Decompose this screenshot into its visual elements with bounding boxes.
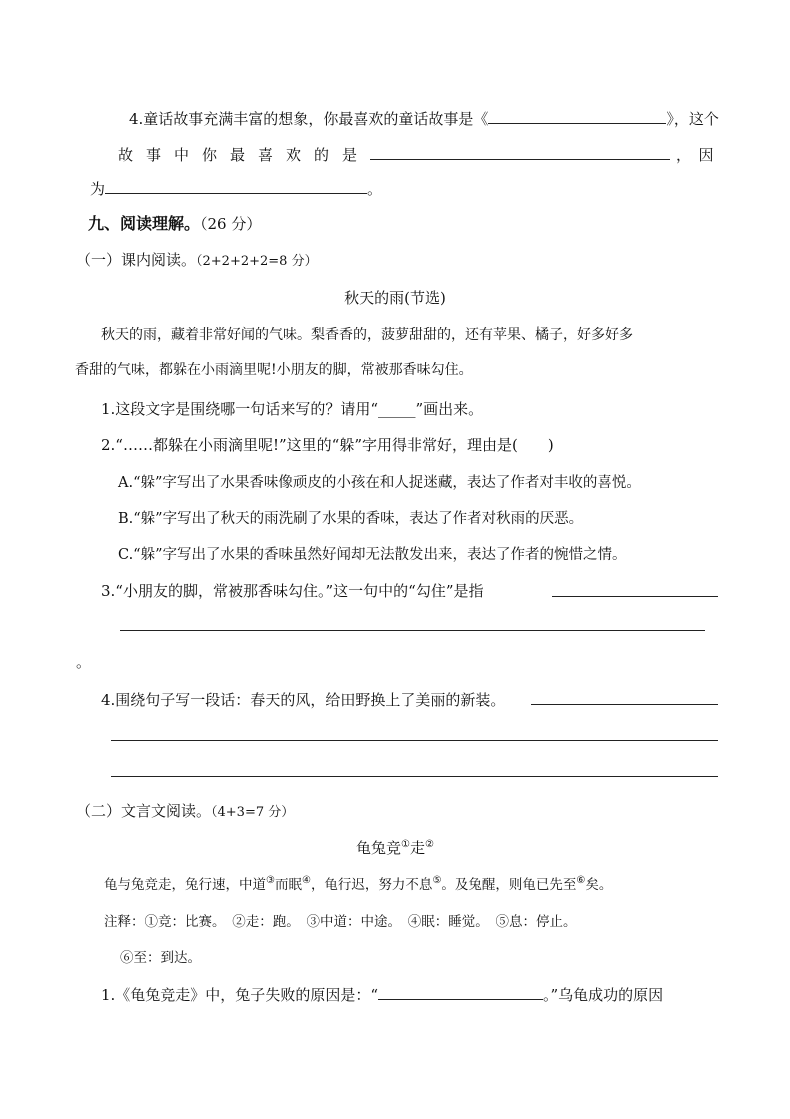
classical-text-segment: 龟与兔竞走，兔行速，中道 — [104, 877, 266, 893]
fairy-line1-suffix: 》，这个 — [666, 110, 719, 128]
fairy-line1-prefix: 4.童话故事充满丰富的想象，你最喜欢的童话故事是《 — [129, 110, 489, 128]
option-b[interactable]: B.“躲”字写出了秋天的雨洗刷了水果的香味，表达了作者对秋雨的厌恶。 — [118, 511, 584, 527]
option-c[interactable]: C.“躲”字写出了水果的香味虽然好闻却无法散发出来，表达了作者的惋惜之情。 — [118, 547, 627, 563]
question-1: 1.这段文字是围绕哪一句话来写的？请用“_____”画出来。 — [101, 400, 484, 418]
fairy-line3-suffix: 。 — [367, 180, 383, 198]
q4-answer-line-3[interactable] — [111, 776, 718, 777]
part1-heading — [76, 249, 318, 270]
q3-answer-line-2[interactable] — [120, 630, 705, 631]
footnote-marker: ③ — [266, 875, 275, 886]
classical-text-segment: 而眠 — [274, 877, 302, 893]
question-3: 3.“小朋友的脚，常被那香味勾住。”这一句中的“勾住”是指 — [101, 582, 484, 600]
option-a[interactable]: A.“躲”字写出了水果香味像顽皮的小孩在和人捉迷藏，表达了作者对丰收的喜悦。 — [118, 475, 641, 491]
passage-title: 秋天的雨(节选) — [344, 289, 446, 307]
section-score: （26 分） — [200, 215, 262, 233]
part2-label: （二）文言文阅读。 — [76, 802, 212, 820]
classical-question-1 — [101, 984, 663, 1005]
q3-answer-line-1[interactable] — [552, 596, 718, 597]
fairy-question-line1 — [129, 108, 719, 129]
fairy-favorite-blank[interactable] — [370, 144, 670, 160]
footnote-marker: ⑥ — [576, 875, 586, 886]
annotations-line1: 注释：①竞：比赛。 ②走：跑。 ③中道：中途。 ④眠：睡觉。 ⑤息：停止。 — [104, 914, 577, 930]
footnote-marker: ⑤ — [432, 875, 442, 886]
footnote-marker: ④ — [301, 875, 311, 886]
classical-title-text: 走 — [410, 839, 426, 857]
fairy-line3-prefix: 为 — [90, 180, 106, 198]
q3-end-mark: 。 — [76, 653, 92, 671]
fairy-question-line3 — [90, 178, 382, 199]
classical-text-segment: ，龟行迟，努力不息 — [310, 877, 433, 893]
footnote-marker: ① — [401, 839, 410, 850]
classical-text — [104, 873, 612, 893]
passage-line2: 香甜的气味，都躲在小雨滴里呢!小朋友的脚，常被那香味勾住。 — [75, 362, 473, 378]
annotations-line2: ⑥至：到达。 — [120, 950, 201, 966]
classical-text-segment: 矣。 — [585, 877, 613, 893]
classical-title — [0, 837, 790, 858]
q4-answer-line-2[interactable] — [111, 740, 718, 741]
classical-text-segment: 。及兔醒，则龟已先至 — [441, 877, 577, 893]
part2-heading — [76, 800, 294, 821]
passage-line1: 秋天的雨，藏着非常好闻的气味。梨香香的，菠萝甜甜的，还有苹果、橘子，好多好多 — [101, 327, 633, 343]
fairy-question-line2 — [118, 144, 714, 165]
q4-answer-line-1[interactable] — [531, 704, 718, 705]
part1-label: （一）课内阅读。 — [76, 251, 197, 269]
classical-title-text: 龟兔竞 — [356, 839, 402, 857]
question-2: 2.“……都躲在小雨滴里呢!”这里的“躲”字用得非常好，理由是( ) — [101, 436, 554, 454]
cq1-prefix: 1.《龟兔竞走》中，兔子失败的原因是：“ — [101, 986, 378, 1004]
section-title: 九、阅读理解。 — [88, 214, 201, 233]
question-4: 4.围绕句子写一段话：春天的风，给田野换上了美丽的新装。 — [101, 691, 506, 709]
footnote-marker: ② — [425, 839, 434, 850]
cq1-mid: 。”乌龟成功的原因 — [542, 986, 664, 1004]
section-heading — [88, 211, 261, 234]
rabbit-failure-blank[interactable] — [378, 984, 543, 1000]
fairy-line2-suffix: ， 因 — [676, 146, 714, 164]
fairy-line2-prefix: 故事中你最喜欢的是 — [118, 146, 371, 164]
part1-score: （2+2+2+2=8 分） — [196, 254, 318, 269]
part2-score: （4+3=7 分） — [211, 805, 295, 820]
fairy-reason-blank[interactable] — [105, 178, 367, 194]
fairy-title-blank[interactable] — [488, 108, 666, 124]
